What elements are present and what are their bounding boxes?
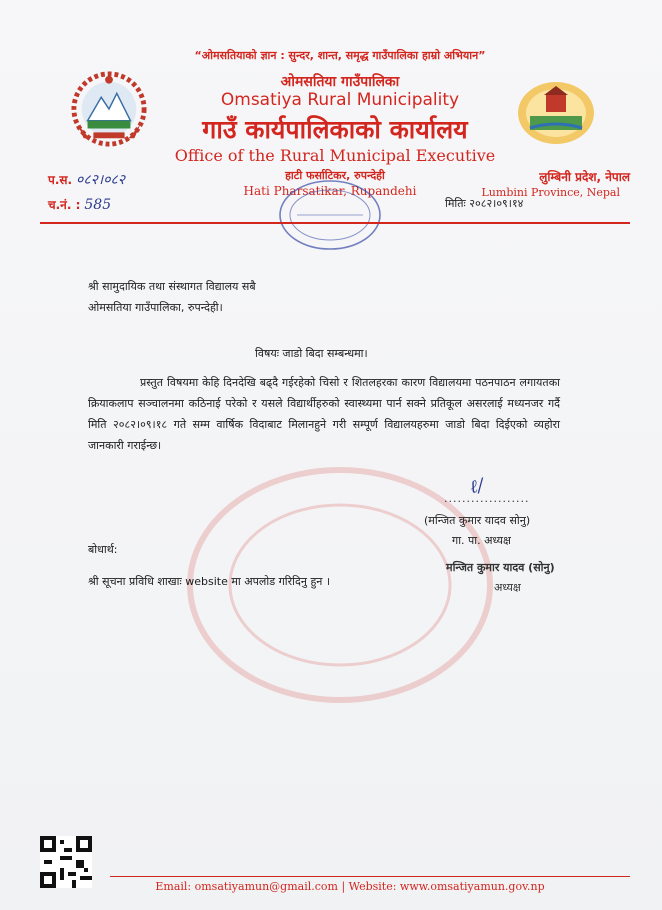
qr-code-icon bbox=[40, 836, 92, 888]
signature-mark: ℓ/ bbox=[467, 474, 486, 499]
municipality-name-en: Omsatiya Rural Municipality bbox=[220, 90, 460, 110]
signatory-name: (मन्जित कुमार यादव सोनु) bbox=[424, 514, 531, 527]
footer-contact: Email: omsatiyamun@gmail.com | Website: www.omsatiyamun.gov.np bbox=[155, 880, 545, 893]
office-title-np: गाउँ कार्यपालिकाको कार्यालय bbox=[202, 115, 468, 144]
office-stamp-icon bbox=[275, 175, 385, 255]
signature-dots: ................... bbox=[444, 492, 530, 505]
body-paragraph bbox=[88, 372, 560, 456]
signatory-role: गा. पा. अध्यक्ष bbox=[452, 534, 511, 547]
cc-text: श्री सूचना प्रविधि शाखाः website मा अपलोड गरिदिनु हुन । bbox=[88, 575, 331, 588]
office-title-en: Office of the Rural Municipal Executive bbox=[174, 146, 496, 165]
cn-label: च.नं. : bbox=[48, 198, 81, 212]
chalani-number bbox=[48, 196, 111, 213]
recipient-line-1: श्री सामुदायिक तथा संस्थागत विद्यालय सबै bbox=[88, 280, 256, 293]
address-en: Hati Pharsatikar, Rupandehi bbox=[243, 184, 417, 198]
cc-label: बोधार्थ: bbox=[88, 543, 118, 556]
date-label: मितिः bbox=[445, 197, 466, 210]
municipality-name-np: ओमसतिया गाउँपालिका bbox=[280, 74, 400, 90]
cn-value: 585 bbox=[84, 197, 112, 213]
ps-value: ०८२।०८२ bbox=[76, 172, 126, 188]
date-value: २०८२।०९।१४ bbox=[469, 197, 524, 210]
recipient-block bbox=[88, 276, 256, 318]
municipality-logo-icon bbox=[516, 80, 596, 146]
province-np: लुम्बिनी प्रदेश, नेपाल bbox=[539, 170, 630, 184]
letter-date bbox=[445, 196, 523, 211]
stamp-role: अध्यक्ष bbox=[494, 581, 521, 594]
footer-divider bbox=[110, 876, 630, 877]
subject-line: विषयः जाडो बिदा सम्बन्धमा। bbox=[255, 347, 368, 360]
stamp-name: मन्जित कुमार यादव (सोनु) bbox=[446, 561, 555, 574]
recipient-line-2: ओमसतिया गाउँपालिका, रुपन्देही। bbox=[88, 301, 223, 314]
body-text: प्रस्तुत विषयमा केहि दिनदेखि बढ्दै गईरहेको चिसो र शितलहरका कारण विद्यालयमा पठनपाठन लगायतका क्रियाकलाप सञ्चालनमा कठिनाई परेको र यसले विद्यार्थीहरुको स्वास्थ्यमा पार्न सक्ने प्रतिकूल असरलाई मध्यनजर गर्दै मिति २०८२।०९।१८ गते सम्म वार्षिक विदाबाट मिलानहुने गरी सम्पूर्ण विद्यालयहरुमा जाडो बिदा दिईएको व्यहोरा जानकारी गराईन्छ। bbox=[88, 376, 560, 452]
nepal-emblem-icon bbox=[70, 70, 148, 148]
slogan: “ओमसतियाको ज्ञान : सुन्दर, शान्त, समृद्ध गाउँपालिका हाम्रो अभियान” bbox=[194, 49, 486, 62]
header-divider bbox=[40, 222, 630, 224]
address-np: हाटी फर्साटिकर, रुपन्देही bbox=[285, 169, 385, 182]
patra-sankhya bbox=[48, 170, 125, 189]
province-en: Lumbini Province, Nepal bbox=[481, 186, 620, 199]
ps-label: प.स. bbox=[48, 173, 73, 187]
